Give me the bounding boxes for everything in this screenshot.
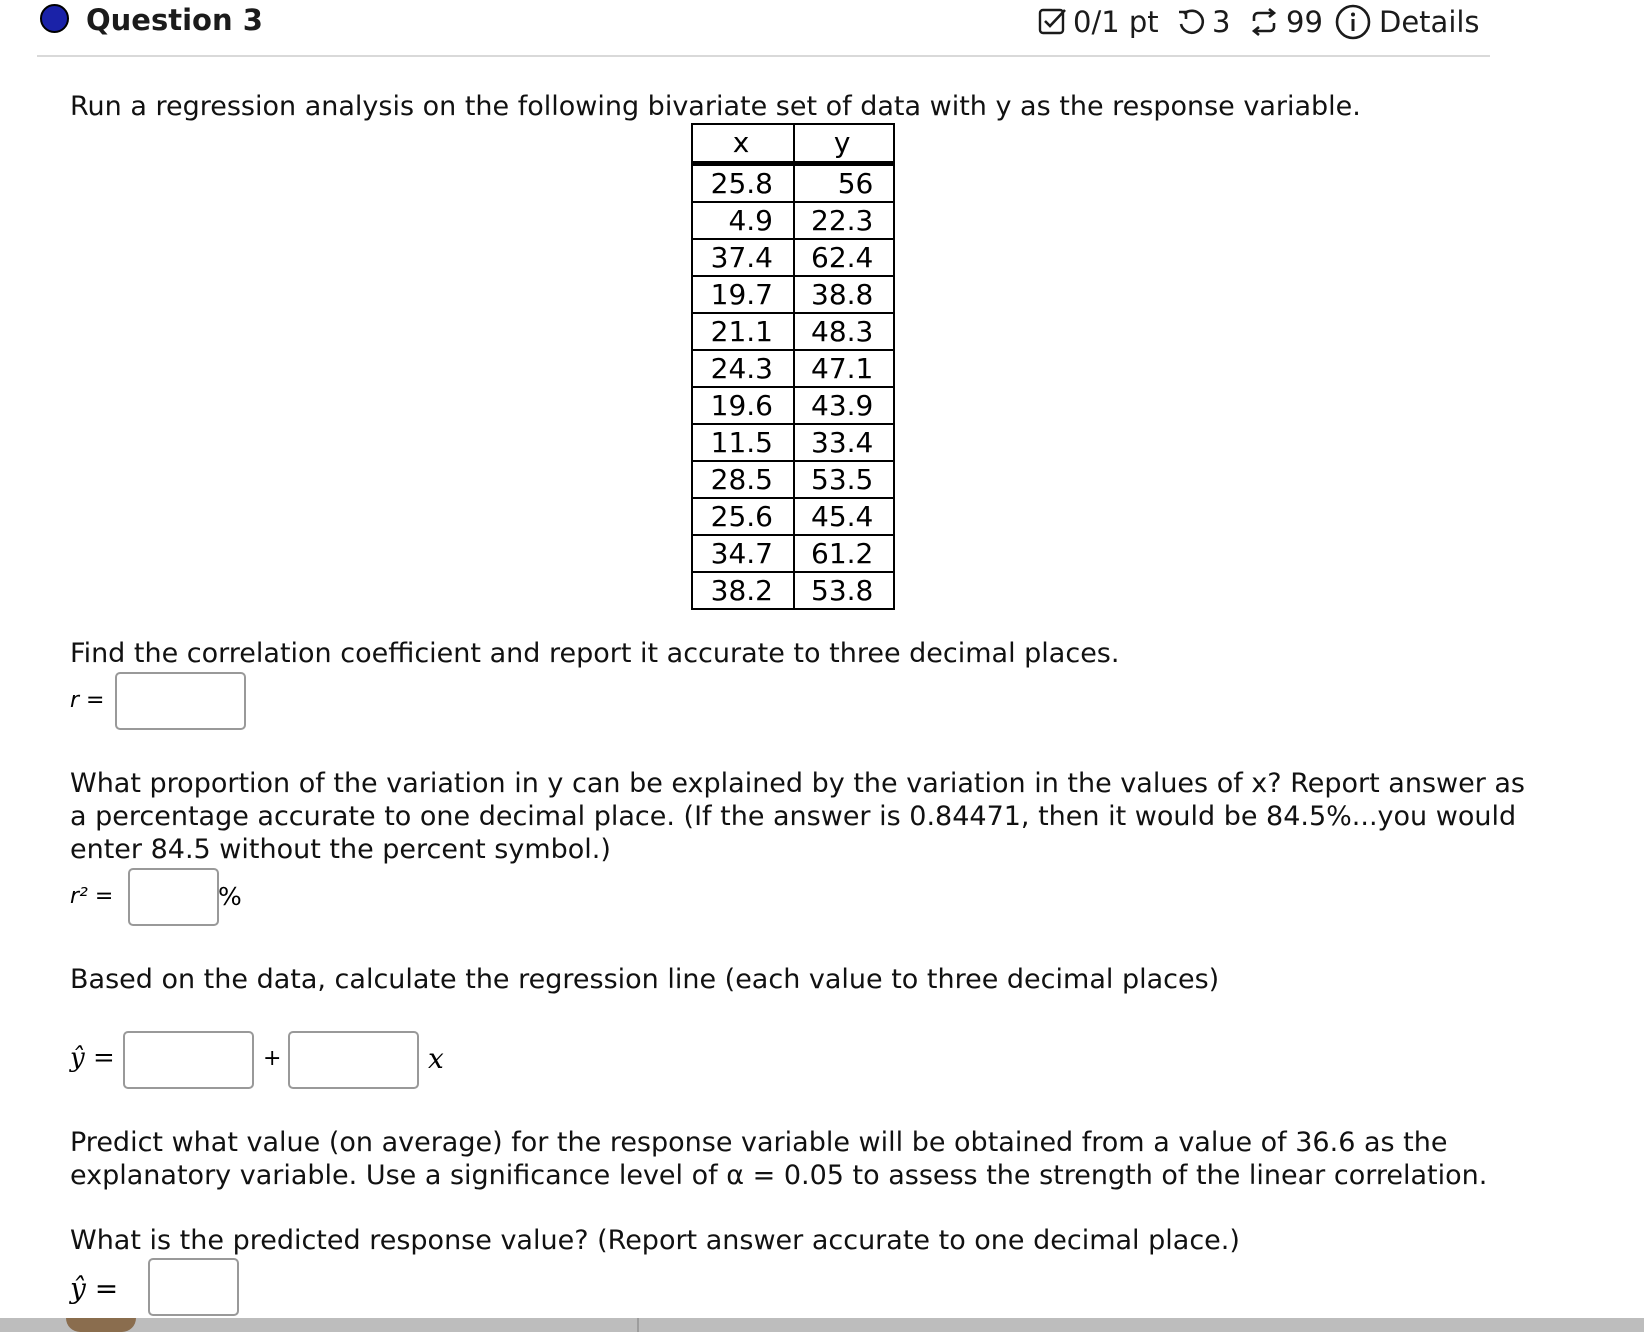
slope-input[interactable] <box>288 1031 419 1089</box>
table-row <box>692 387 894 424</box>
x-value: 38.2 <box>692 572 794 609</box>
details-button[interactable] <box>1335 2 1480 42</box>
table-row <box>692 313 894 350</box>
y-value: 53.5 <box>794 461 894 498</box>
r-squared-input[interactable] <box>128 868 219 926</box>
prediction-question-line3: What is the predicted response value? (Report answer accurate to one decimal place.) <box>70 1225 1240 1256</box>
attempts-indicator <box>1248 2 1323 42</box>
table-row <box>692 535 894 572</box>
retry-count: 3 <box>1212 5 1231 39</box>
table-header-row <box>692 124 894 164</box>
y-value: 43.9 <box>794 387 894 424</box>
checkbox-icon <box>1038 7 1068 37</box>
r-squared-label: r² = <box>70 884 114 909</box>
y-value: 62.4 <box>794 239 894 276</box>
attempts-count: 99 <box>1286 5 1323 39</box>
x-value: 4.9 <box>692 202 794 239</box>
x-value: 19.6 <box>692 387 794 424</box>
y-value: 53.8 <box>794 572 894 609</box>
repeat-icon <box>1248 7 1280 37</box>
y-value: 22.3 <box>794 202 894 239</box>
x-value: 24.3 <box>692 350 794 387</box>
prediction-question-line2: explanatory variable. Use a significance level of α = 0.05 to assess the strength of the linear correlation. <box>70 1160 1488 1191</box>
table-row <box>692 164 894 203</box>
table-row <box>692 424 894 461</box>
y-hat-label: ŷ = <box>70 1043 115 1073</box>
decorative-image-edge <box>66 1318 136 1332</box>
y-value: 48.3 <box>794 313 894 350</box>
y-value: 45.4 <box>794 498 894 535</box>
table-row <box>692 350 894 387</box>
x-value: 11.5 <box>692 424 794 461</box>
proportion-question-line3: enter 84.5 without the percent symbol.) <box>70 834 611 865</box>
points-text: 0/1 pt <box>1073 5 1159 39</box>
proportion-question-line1: What proportion of the variation in y can be explained by the variation in the values of x? Report answer as <box>70 768 1525 799</box>
predicted-y-hat-label: ŷ = <box>70 1272 119 1305</box>
details-label: Details <box>1379 5 1480 39</box>
regression-line-question: Based on the data, calculate the regression line (each value to three decimal places) <box>70 964 1220 995</box>
data-table <box>691 123 895 610</box>
x-value: 28.5 <box>692 461 794 498</box>
table-row <box>692 276 894 313</box>
predicted-value-input[interactable] <box>148 1258 239 1316</box>
y-value: 38.8 <box>794 276 894 313</box>
r-label: r = <box>70 688 105 713</box>
y-value: 61.2 <box>794 535 894 572</box>
question-title: Question 3 <box>86 3 263 37</box>
x-value: 25.6 <box>692 498 794 535</box>
plus-sign: + <box>263 1046 282 1071</box>
x-value: 19.7 <box>692 276 794 313</box>
table-row <box>692 202 894 239</box>
x-value: 37.4 <box>692 239 794 276</box>
bottom-bar-divider <box>637 1318 639 1332</box>
bottom-scroll-bar[interactable] <box>0 1318 1644 1332</box>
x-variable: x <box>428 1042 444 1075</box>
score-indicator <box>1038 2 1159 42</box>
correlation-question: Find the correlation coefficient and report it accurate to three decimal places. <box>70 638 1120 669</box>
table-row <box>692 498 894 535</box>
proportion-question-line2: a percentage accurate to one decimal place. (If the answer is 0.84471, then it would be 84.5%...you would <box>70 801 1517 832</box>
x-value: 34.7 <box>692 535 794 572</box>
column-header-y: y <box>794 124 894 164</box>
question-status-dot <box>40 4 69 33</box>
y-value: 47.1 <box>794 350 894 387</box>
undo-icon <box>1176 7 1206 37</box>
retry-indicator <box>1176 2 1230 42</box>
y-value: 56 <box>794 164 894 203</box>
info-icon <box>1335 4 1371 40</box>
x-value: 21.1 <box>692 313 794 350</box>
correlation-input[interactable] <box>115 672 246 730</box>
question-prompt: Run a regression analysis on the following bivariate set of data with y as the response variable. <box>70 91 1361 122</box>
intercept-input[interactable] <box>123 1031 254 1089</box>
x-value: 25.8 <box>692 164 794 203</box>
y-value: 33.4 <box>794 424 894 461</box>
table-row <box>692 239 894 276</box>
column-header-x: x <box>692 124 794 164</box>
header-divider <box>37 55 1490 57</box>
table-row <box>692 572 894 609</box>
percent-unit: % <box>218 882 242 911</box>
prediction-question-line1: Predict what value (on average) for the response variable will be obtained from a value of 36.6 as the <box>70 1127 1448 1158</box>
table-row <box>692 461 894 498</box>
